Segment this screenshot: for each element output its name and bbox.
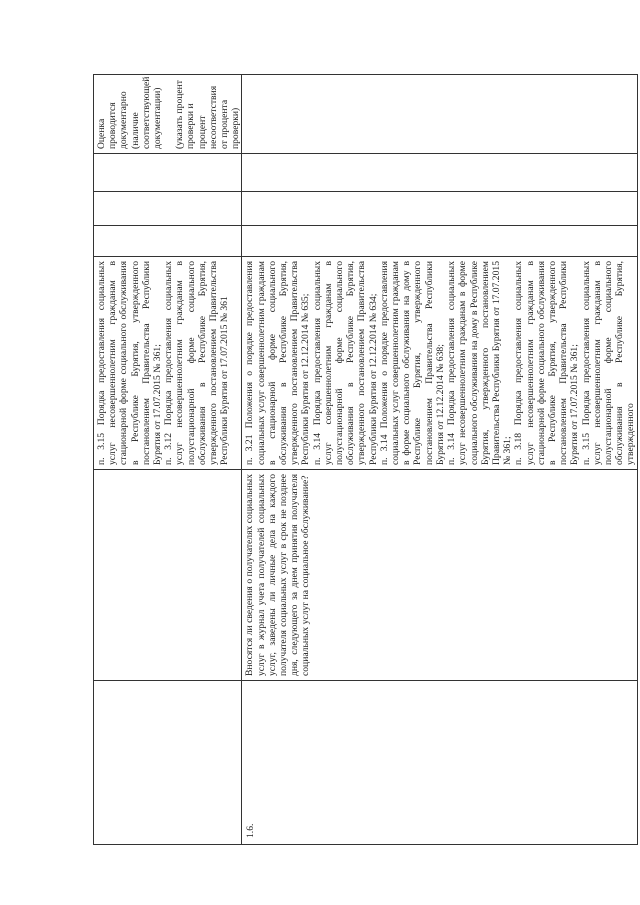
- legal-ref: п. 3.12 Порядка предоставления социальных услуг несовершеннолетним гражданам в полустационарной форме социального обслуживания в Республике Бурятия, утвержденного постановлением Правительства Республики Бурятия от 17.07.2015 № 361: [163, 261, 231, 465]
- check-question: Вносятся ли сведения о получателях социальных услуг в журнал учета получателей социальных услуг, заведены ли личные дела на каждого получателя социальных услуг в срок не позднее дня, следующего за днем принятия получателя социальных услуг на социальное обслуживание?: [244, 474, 312, 676]
- row2-question-cell: [242, 470, 637, 681]
- row1-yes-cell: [94, 226, 242, 257]
- row1-no-cell: [94, 192, 242, 226]
- legal-ref: п. 3.15 Порядка предоставления социальных услуг несовершеннолетним гражданам в полустационарной форме социального обслуживания в Республике Бурятия, утвержденного: [580, 261, 637, 465]
- item-number: 1.6.: [245, 823, 257, 838]
- row1-question-cell: [94, 470, 242, 681]
- row1-legal-refs-cell: [94, 257, 242, 470]
- row2-assessment-cell: [242, 75, 637, 154]
- legal-ref: п. 3.14 Положения о порядке предоставления социальных услуг совершеннолетним гражданам в форме социального обслуживания на дому в Республике Бурятия, утвержденного постановлением Правительства Республики Бурятия от 12.12.2014 № 638;: [378, 261, 446, 465]
- assessment-documents: (наличие соответствующей документации): [129, 76, 164, 149]
- legal-ref: п. 3.14 Порядка предоставления социальных услуг несовершеннолетним гражданам в форме социального обслуживания на дому в Республике Бурятия, утвержденного постановлением Правительства Республики Бурятия от 17.07.2015 № 361;: [446, 261, 514, 465]
- legal-ref: п. 3.18 Порядка предоставления социальных услуг несовершеннолетним гражданам в стационарной форме социального обслуживания в Республике Бурятия, утвержденного постановлением Правительства Республики Бурятия от 17.07.2015 № 361;: [513, 261, 581, 465]
- row1-na-cell: [94, 154, 242, 192]
- checklist-table: [93, 74, 638, 845]
- row1-number-cell: [94, 681, 242, 845]
- row2-na-cell: [242, 154, 637, 192]
- row2-no-cell: [242, 192, 637, 226]
- legal-ref: п. 3.21 Положения о порядке предоставления социальных услуг совершеннолетним гражданам в стационарной форме социального обслуживания в Республике Бурятия, утвержденного постановлением Правительства Республики Бурятия от 12.12.2014 № 635;: [244, 261, 312, 465]
- table-row: [242, 75, 637, 845]
- legal-ref: п. 3.14 Порядка предоставления социальных услуг совершеннолетним гражданам в полустационарной форме социального обслуживания в Республике Бурятия, утвержденного постановлением Правительства Республики Бурятия от 12.12.2014 № 634;: [311, 261, 379, 465]
- row2-number-cell: [242, 681, 637, 845]
- assessment-percentage: (указать процент проверки и процент несоответствия от процента проверки): [174, 80, 242, 149]
- rotated-table-wrapper: [93, 75, 637, 845]
- row2-legal-refs-cell: [242, 257, 637, 470]
- assessment-method: Оценка проводится документарно: [96, 91, 130, 149]
- row2-yes-cell: [242, 226, 637, 257]
- row1-assessment-cell: [94, 75, 242, 154]
- legal-ref: п. 3.15 Порядка предоставления социальных услуг несовершеннолетним гражданам в стационарной форме социального обслуживания в Республике Бурятия, утвержденного постановлением Правительства Республики Бурятия от 17.07.2015 № 361;: [96, 261, 164, 465]
- table-row: [94, 75, 242, 845]
